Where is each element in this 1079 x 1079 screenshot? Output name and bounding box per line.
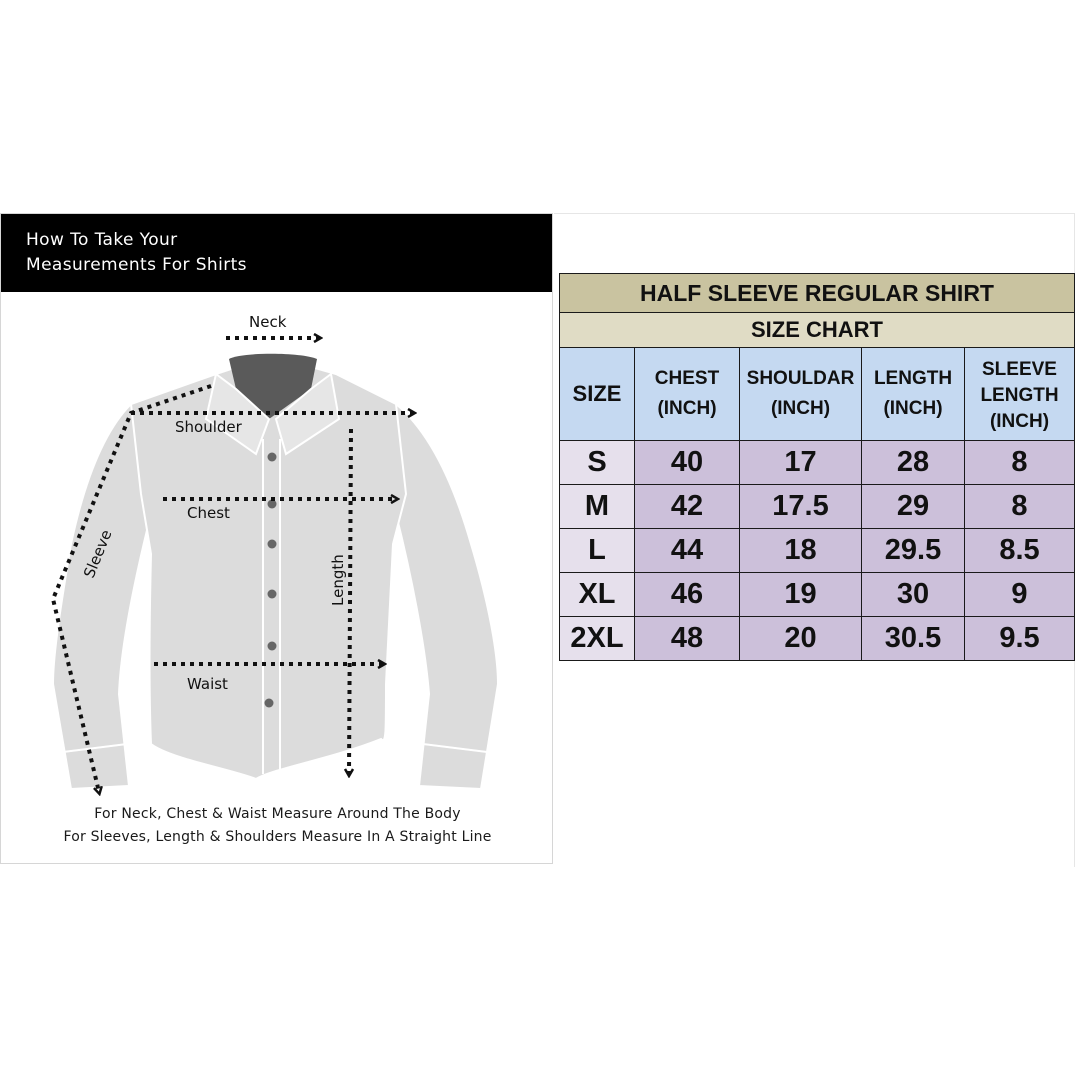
chest-cell: 48 — [635, 617, 740, 661]
length-cell: 30 — [862, 573, 965, 617]
sleeve-cell: 8.5 — [965, 529, 1075, 573]
size-cell: L — [560, 529, 635, 573]
shirt-left-sleeve — [53, 404, 151, 789]
length-cell: 29.5 — [862, 529, 965, 573]
sleeve-cell: 9.5 — [965, 617, 1075, 661]
shoulder-cell: 20 — [740, 617, 862, 661]
table-row — [560, 573, 1075, 617]
shirt-button — [268, 540, 277, 549]
size-cell: S — [560, 441, 635, 485]
table-header-row — [560, 348, 1075, 441]
chest-label: Chest — [187, 504, 230, 522]
header-length: LENGTH (INCH) — [862, 348, 965, 441]
header-chest: CHEST (INCH) — [635, 348, 740, 441]
shirt-illustration — [1, 214, 553, 864]
shirt-right-sleeve — [396, 404, 498, 789]
table-title: HALF SLEEVE REGULAR SHIRT — [560, 274, 1075, 313]
shoulder-label: Shoulder — [175, 418, 242, 436]
sleeve-label: Sleeve — [80, 527, 116, 581]
length-cell: 28 — [862, 441, 965, 485]
guide-title-line-1: How To Take Your — [26, 230, 178, 250]
shoulder-cell: 18 — [740, 529, 862, 573]
size-cell: XL — [560, 573, 635, 617]
table-row — [560, 441, 1075, 485]
measurement-guide-panel — [0, 213, 553, 864]
header-size: SIZE — [560, 348, 635, 441]
size-chart-table — [559, 273, 1075, 661]
chest-cell: 40 — [635, 441, 740, 485]
shirt-button — [268, 453, 277, 462]
chest-cell: 44 — [635, 529, 740, 573]
size-cell: 2XL — [560, 617, 635, 661]
chest-cell: 46 — [635, 573, 740, 617]
header-shoulder: SHOULDAR (INCH) — [740, 348, 862, 441]
neck-label: Neck — [249, 313, 287, 331]
table-row — [560, 485, 1075, 529]
length-cell: 30.5 — [862, 617, 965, 661]
length-cell: 29 — [862, 485, 965, 529]
table-row — [560, 617, 1075, 661]
sleeve-cell: 9 — [965, 573, 1075, 617]
guide-note-around: For Neck, Chest & Waist Measure Around The Body — [94, 806, 461, 822]
sleeve-cell: 8 — [965, 485, 1075, 529]
guide-note-straight: For Sleeves, Length & Shoulders Measure In A Straight Line — [63, 829, 492, 845]
shoulder-cell: 19 — [740, 573, 862, 617]
shoulder-cell: 17 — [740, 441, 862, 485]
length-label: Length — [329, 554, 347, 606]
table-row — [560, 529, 1075, 573]
shirt-body — [131, 364, 406, 779]
table-subtitle-row — [560, 313, 1075, 348]
shoulder-cell: 17.5 — [740, 485, 862, 529]
table-subtitle: SIZE CHART — [560, 313, 1075, 348]
table-title-row — [560, 274, 1075, 313]
shirt-button — [268, 642, 277, 651]
sleeve-cell: 8 — [965, 441, 1075, 485]
guide-title-line-2: Measurements For Shirts — [26, 255, 247, 275]
chest-cell: 42 — [635, 485, 740, 529]
shirt-button — [268, 590, 277, 599]
shirt-button — [265, 699, 274, 708]
waist-label: Waist — [187, 675, 228, 693]
size-cell: M — [560, 485, 635, 529]
header-sleeve-length: SLEEVE LENGTH (INCH) — [965, 348, 1075, 441]
